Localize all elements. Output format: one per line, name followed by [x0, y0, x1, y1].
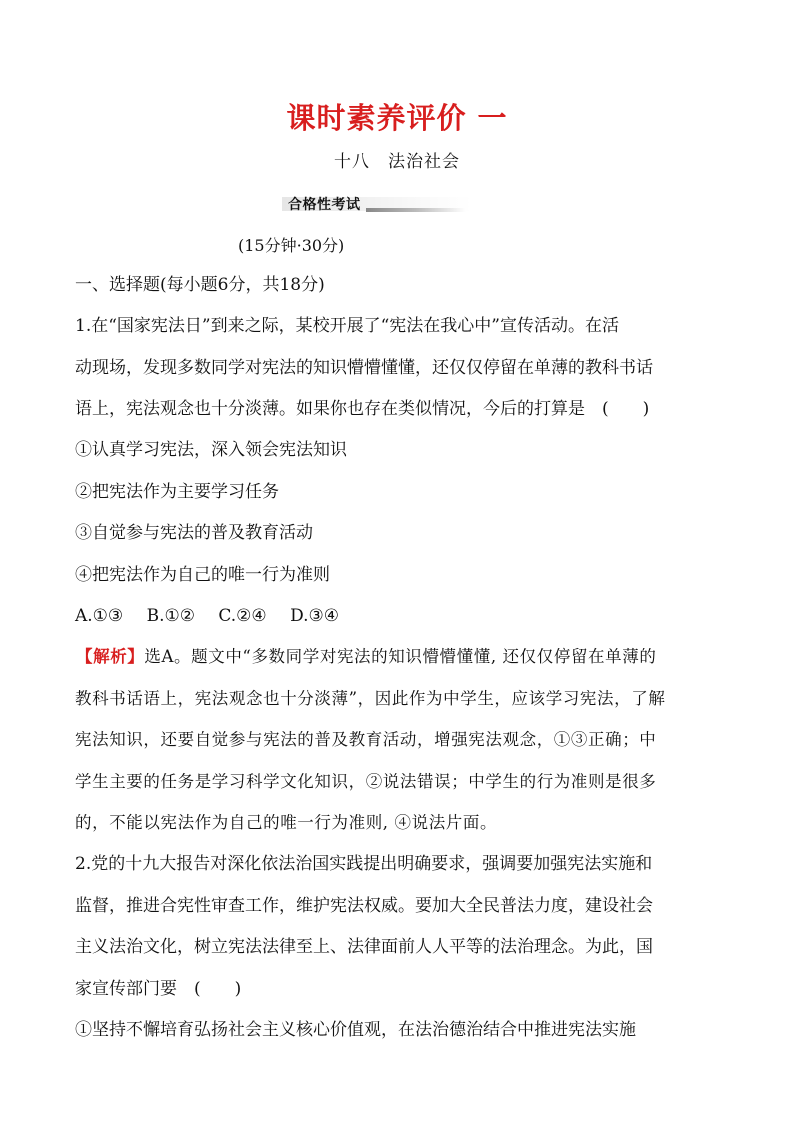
q2-option-1: ①坚持不懈培育弘扬社会主义核心价值观，在法治德治结合中推进宪法实施: [75, 1020, 636, 1040]
choice-c: C.②④: [218, 606, 267, 626]
section-banner: [282, 194, 472, 214]
choice-b: B.①②: [146, 606, 195, 626]
q1-stem-line-1: 1.在“国家宪法日”到来之际，某校开展了“宪法在我心中”宣传活动。在活: [75, 316, 619, 336]
q1-option-3: ③自觉参与宪法的普及教育活动: [75, 523, 313, 543]
q1-analysis-line-5: 的，不能以宪法作为自己的唯一行为准则, ④说法片面。: [75, 813, 498, 832]
analysis-tag: 【解析】: [76, 647, 145, 666]
q1-stem-line-2: 动现场，发现多数同学对宪法的知识懵懵懂懂，还仅仅停留在单薄的教科书话: [75, 358, 653, 378]
q2-stem-line-2: 监督，推进合宪性审查工作，维护宪法权威。要加大全民普法力度，建设社会: [75, 896, 653, 916]
choice-d: D.③④: [290, 606, 339, 626]
q2-stem-line-1: 2.党的十九大报告对深化依法治国实践提出明确要求，强调要加强宪法实施和: [75, 854, 653, 874]
banner-shadow: [366, 208, 466, 212]
lesson-subtitle: 十八 法治社会: [334, 152, 460, 172]
q1-option-2: ②把宪法作为主要学习任务: [75, 482, 279, 502]
q1-analysis-line-2: 教科书话语上，宪法观念也十分淡薄”，因此作为中学生，应该学习宪法，了解: [75, 689, 666, 708]
q1-choices: [75, 604, 339, 628]
q1-stem-line-3: 语上，宪法观念也十分淡薄。如果你也存在类似情况，今后的打算是 ( ): [75, 399, 650, 419]
q1-option-4: ④把宪法作为自己的唯一行为准则: [75, 565, 330, 585]
banner-label: 合格性考试: [288, 197, 361, 213]
section-heading: 一、选择题(每小题6分，共18分): [75, 275, 325, 295]
q2-stem-line-4: 家宣传部门要 ( ): [75, 979, 242, 999]
q1-analysis-line-1: [76, 645, 656, 669]
time-note: (15分钟·30分): [238, 236, 345, 255]
q1-analysis-line-4: 学生主要的任务是学习科学文化知识，②说法错误；中学生的行为准则是很多: [75, 772, 657, 791]
analysis-text: 选A。题文中“多数同学对宪法的知识懵懵懂懂, 还仅仅停留在单薄的: [144, 647, 657, 666]
page-title: 课时素养评价 一: [286, 101, 508, 135]
q1-option-1: ①认真学习宪法，深入领会宪法知识: [75, 440, 347, 460]
q2-stem-line-3: 主义法治文化，树立宪法法律至上、法律面前人人平等的法治理念。为此，国: [75, 937, 653, 957]
choice-a: A.①③: [75, 606, 124, 626]
q1-analysis-line-3: 宪法知识，还要自觉参与宪法的普及教育活动，增强宪法观念，①③正确；中: [75, 730, 657, 749]
